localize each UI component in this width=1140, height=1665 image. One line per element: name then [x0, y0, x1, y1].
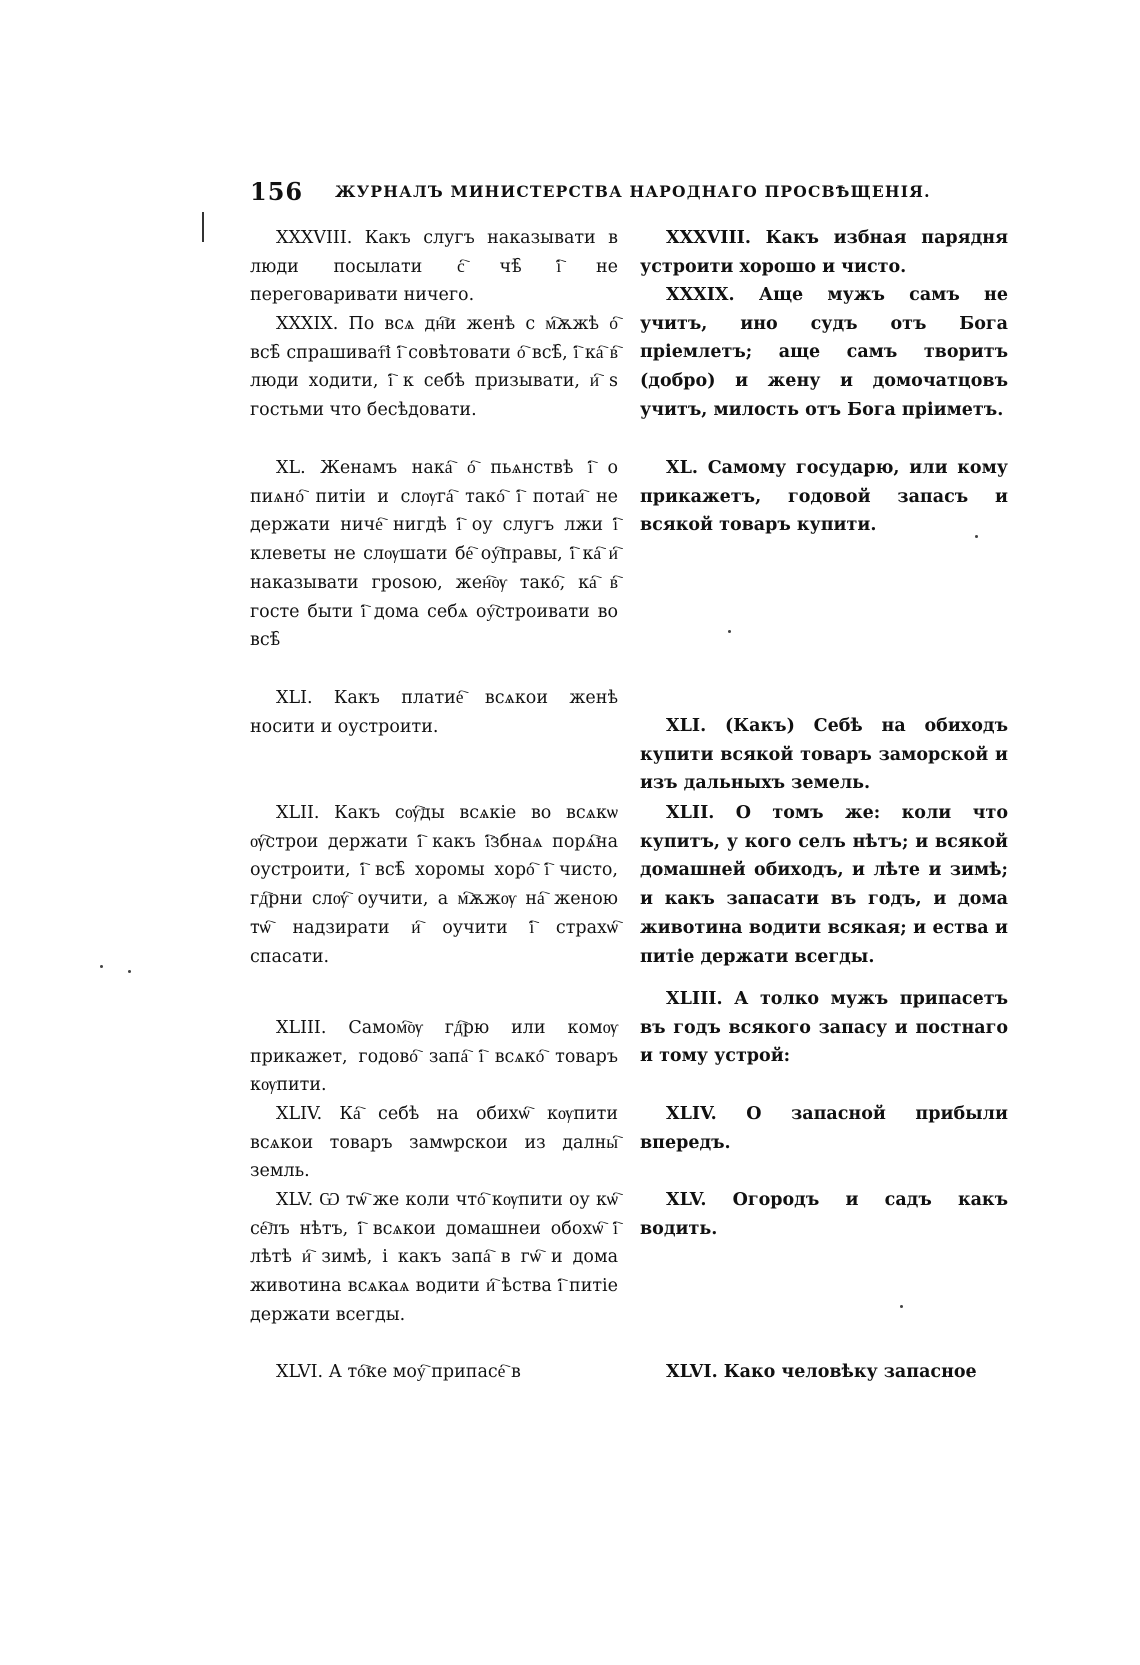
left-paragraph-xlii: XLII. Какъ сѹ҇ды всѧкіе во всѧкѡ ѹ҇строи держати і҇ какъ і҇збнаѧ порѧ҇на оустроити, і҇ всѣ̑ хоромы хоро҇ і҇ чисто, гд҇рни слѹ҇ оучити, а м҇ѫжѹ на҇ женою тѡ҇ надзирати и҇ оучити і҇ страхѡ҇ спасати.: [250, 803, 618, 967]
left-paragraph-xli: XLI. Какъ платие҇ всѧкои женѣ носити и оустроити.: [250, 688, 618, 737]
page-number: 156: [250, 176, 304, 206]
left-paragraph-xlv: XLV. Ѡ тѡ҇ же коли что҇ кѹпити оу кѡ҇ се҇лъ нѣтъ, і҇ всѧкои домашнеи обохѡ҇ і҇ лѣтѣ и҇ зимѣ, і какъ запа҇ в гѡ҇ и дома животина всѧкаѧ водити и҇ ѣства і҇ питіе держати всегды.: [250, 1190, 618, 1325]
print-speck: [128, 970, 131, 973]
left-paragraph-xxxviii: XXXVIII. Какъ слугъ наказывати в люди посылати с҇ чѣ̑ і҇ не переговаривати ничего.: [250, 228, 618, 306]
print-speck: [100, 965, 103, 968]
right-paragraph-xxxviii: XXXVIII. Какъ избная парядня устроити хорошо и чисто.: [640, 228, 1008, 277]
left-paragraph-xxxix: XXXIX. По всѧ дн҇и женѣ с м҇ѫжѣ о҇ всѣ̑ спрашиват҇і і҇ совѣтовати о҇ всѣ̑, і҇ ка҇ в҇ люди ходити, і҇ к себѣ призывати, и҇ ѕ гостьми что бесѣдовати.: [250, 314, 618, 421]
running-title: ЖУРНАЛЪ МИНИСТЕРСТВА НАРОДНАГО ПРОСВѢЩЕНІЯ.: [335, 181, 931, 201]
print-speck: [728, 630, 731, 633]
left-paragraph-xliii: XLIII. Самом҇ѹ гд҇рю или комѹ прикажет, годово҇ запа҇ і҇ всѧко҇ товаръ кѹпити.: [250, 1018, 618, 1096]
right-paragraph-xliv: XLIV. О запасной прибыли впередъ.: [640, 1104, 1008, 1153]
left-paragraph-xl: XL. Женамъ нака҇ о҇ пьѧнствѣ і҇ о пиѧно҇ питіи и слѹга҇ тако҇ і҇ потаи҇ не держати ниче҇ нигдѣ і҇ оу слугъ лжи і҇ клеветы не слѹшати бе҇ оу҇правы, і҇ ка҇ и҇ наказывати гроѕою, жен҇ѹ тако҇, ка҇ в҇ госте быти і҇ дома себѧ оу҇строивати во всѣ̑: [250, 458, 618, 651]
page-header: [250, 176, 931, 206]
margin-mark: [202, 212, 204, 242]
left-paragraph-xliv: XLIV. Ка҇ себѣ на обихѡ҇ кѹпити всѧкои товаръ замѡрскои из далны҇ земль.: [250, 1104, 618, 1182]
print-speck: [975, 535, 978, 538]
print-speck: [900, 1305, 903, 1308]
right-paragraph-xlii: XLII. О томъ же: коли что купитъ, у кого селъ нѣтъ; и всякой домашней обиходъ, и лѣте и зимѣ; и какъ запасати въ годъ, и дома животина водити всякая; и ества и питіе держати всегды.: [640, 803, 1008, 967]
right-paragraph-xliii: XLIII. А толко мужъ припасетъ въ годъ всякого запасу и постнаго и тому устрой:: [640, 989, 1008, 1067]
right-paragraph-xxxix: XXXIX. Аще мужъ самъ не учитъ, ино судъ отъ Бога пріемлетъ; аще самъ творитъ (добро) и жену и домочатцовъ учитъ, милость отъ Бога пріиметъ.: [640, 285, 1008, 420]
right-paragraph-xli: XLI. (Какъ) Себѣ на обиходъ купити всякой товаръ заморской и изъ дальныхъ земель.: [640, 716, 1008, 794]
right-paragraph-xl: XL. Самому государю, или кому прикажетъ, годовой запасъ и всякой товаръ купити.: [640, 458, 1008, 536]
left-paragraph-xlvi: XLVI. А то҇ке моу҇ припасе҇ в: [276, 1362, 521, 1382]
right-paragraph-xlvi: XLVI. Како человѣку запасное: [666, 1362, 977, 1382]
right-paragraph-xlv: XLV. Огородъ и садъ какъ водить.: [640, 1190, 1008, 1239]
